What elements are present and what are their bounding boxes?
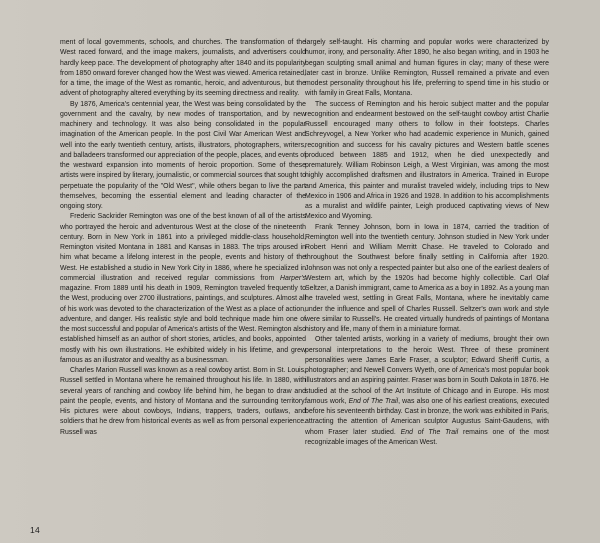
paragraph-text: Other talented artists, working in a variety of mediums, brought their own personal interpretations to the heroic West. Three of these prominent personalities were James Earle Fraser, a sculptor; Edward Sheriff Curtis, a photographer; and Newell Convers Wyeth, one of America's most popular book illustrators and an aspiring painter. Fraser was born in South Dakota in 1876. He studied at the school of the Art Institute of Chicago and in Europe. His most famous work, xyxy=(305,336,549,405)
artwork-title: End of The Trail xyxy=(400,428,459,436)
page-number: 14 xyxy=(30,525,41,535)
paragraph-text: , was also one of his earliest creations, executed before his seventeenth birthday. Cast in bronze, the work was exhibited in Paris, attracting the attention of American sculptor Augustus Saint-Gaudens, with whom Fraser later studied. xyxy=(305,397,549,436)
paragraph xyxy=(60,212,306,366)
paragraph: ment of local governments, schools, and churches. The transformation of the West raced forward, and the image makers, journalists, and advertisers could hardly keep pace. The development of photography after 1840 and its popularity from 1850 onward forever changed how the West was viewed. America retained, for a time, the image of the West as romantic, heroic, and adventurous, but the advent of photography altered everything by its seeming directness and reality. xyxy=(60,39,306,98)
artwork-title: End of The Trail xyxy=(348,397,399,405)
paragraph xyxy=(305,335,549,448)
paragraph: The success of Remington and his heroic subject matter and the popular recognition and endearment bestowed on the self-taught cowboy artist Charlie Russell encouraged many others to follow in their footsteps. Charles Schreyvogel, a New Yorker who had academic experience in Munich, gained recognition and success for his cavalry pictures and Western battle scenes produced between 1885 and 1912, when he died unexpectedly and prematurely. William Robinson Leigh, a West Virginian, was among the most highly accomplished draftsmen and illustrators in America. Trained in Europe and America, this painter and muralist traveled widely, including trips to New Mexico in 1906 and Africa in 1926 and 1928. In addition to his accomplishments as a muralist and wildlife painter, Leigh produced captivating views of New Mexico and Wyoming. xyxy=(305,100,549,221)
left-text-column xyxy=(60,38,306,438)
paragraph-text: Frederic Sackrider Remington was one of the best known of all of the artists who portrayed the heroic and adventurous West at the close of the nineteenth century. Born in New York in 1861 into a privileged middle-class household, Remington visited Montana in 1881 and Kansas in 1883. The trips aroused in him what became a lifelong interest in the people, events and history of the West. He established a studio in New York City in 1886, where he specialized in commercial illustration and received regular commissions from xyxy=(60,213,306,282)
paragraph: By 1876, America's centennial year, the West was being consolidated by the government and the cavalry, by new modes of transportation, and by new machinery and technology. It was also being consolidated in the popular imagination of the American people. In the post Civil War American West and well into the early twentieth century, artists, illustrators, photographers, writers, and balladeers transformed our appreciation of the people, places, and events of the westward expansion into moments of heroic proportion. Some of these artists were inspired by literary, journalistic, or commercial sources that sought to perpetuate the popularity of the "Old West", while others began to live the part themselves, becoming the essential element and leading character of the ongoing story. xyxy=(60,100,306,210)
paragraph-text: magazine. From 1889 until his death in 1909, Remington traveled frequently to the West, producing over 2700 illustrations, paintings, and sculptures. Almost all of his work was devoted to the characterization of the West as a place of action, adventure, and danger. His realistic style and bold technique made him one of the most successful and popular of America's artists of the West. Remington also established himself as an author of short stories, articles, and books, appointed mostly with his own illustrations. He exhibited widely in his lifetime, and grew famous as an illustrator and wealthy as a businessman. xyxy=(60,285,306,364)
publication-title: Harper's xyxy=(280,274,306,282)
paragraph: largely self-taught. His charming and popular works were characterized by humor, irony, and personality. After 1890, he also began writing, and in 1903 he began sculpting small animal and human figures in clay; many of these were later cast in bronze. Unlike Remington, Russell remained a private and even modest personality throughout his life, preferring to spend time in his studio or with family in Great Falls, Montana. xyxy=(305,39,549,98)
paragraph-text: remains one of the most recognizable images of the American West. xyxy=(305,428,549,446)
right-text-column xyxy=(305,38,549,448)
paragraph: Frank Tenney Johnson, born in Iowa in 1874, carried the tradition of Remington well into the twentieth century. Johnson studied in New York under Robert Henri and William Merritt Chase. He traveled to Colorado and throughout the Southwest before finally settling in California after 1920. Johnson was not only a respected painter but also one of the earliest dealers of Western art, which by the 1920s had become highly collectible. Carl Olaf Seltzer, a Danish immigrant, came to America as a boy in 1892. As a young man he traveled west, settling in Great Falls, Montana, where he inevitably came under the influence and spell of Charles Russell. Seltzer's own work and style were similar to Russell's. He created virtually hundreds of paintings of Montana history and life, many of them in a miniature format. xyxy=(305,223,549,333)
paragraph: Charles Marion Russell was known as a real cowboy artist. Born in St. Louis, Russell settled in Montana where he remained throughout his life. In 1880, with several years of ranching and cowboy life behind him, he began to draw and paint the people, events, and history of Montana and the surrounding territory. His pictures were about cowboys, Indians, trappers, traders, outlaws, and soldiers that he drew from historical events as well as from personal experience. Russell was xyxy=(60,367,306,436)
